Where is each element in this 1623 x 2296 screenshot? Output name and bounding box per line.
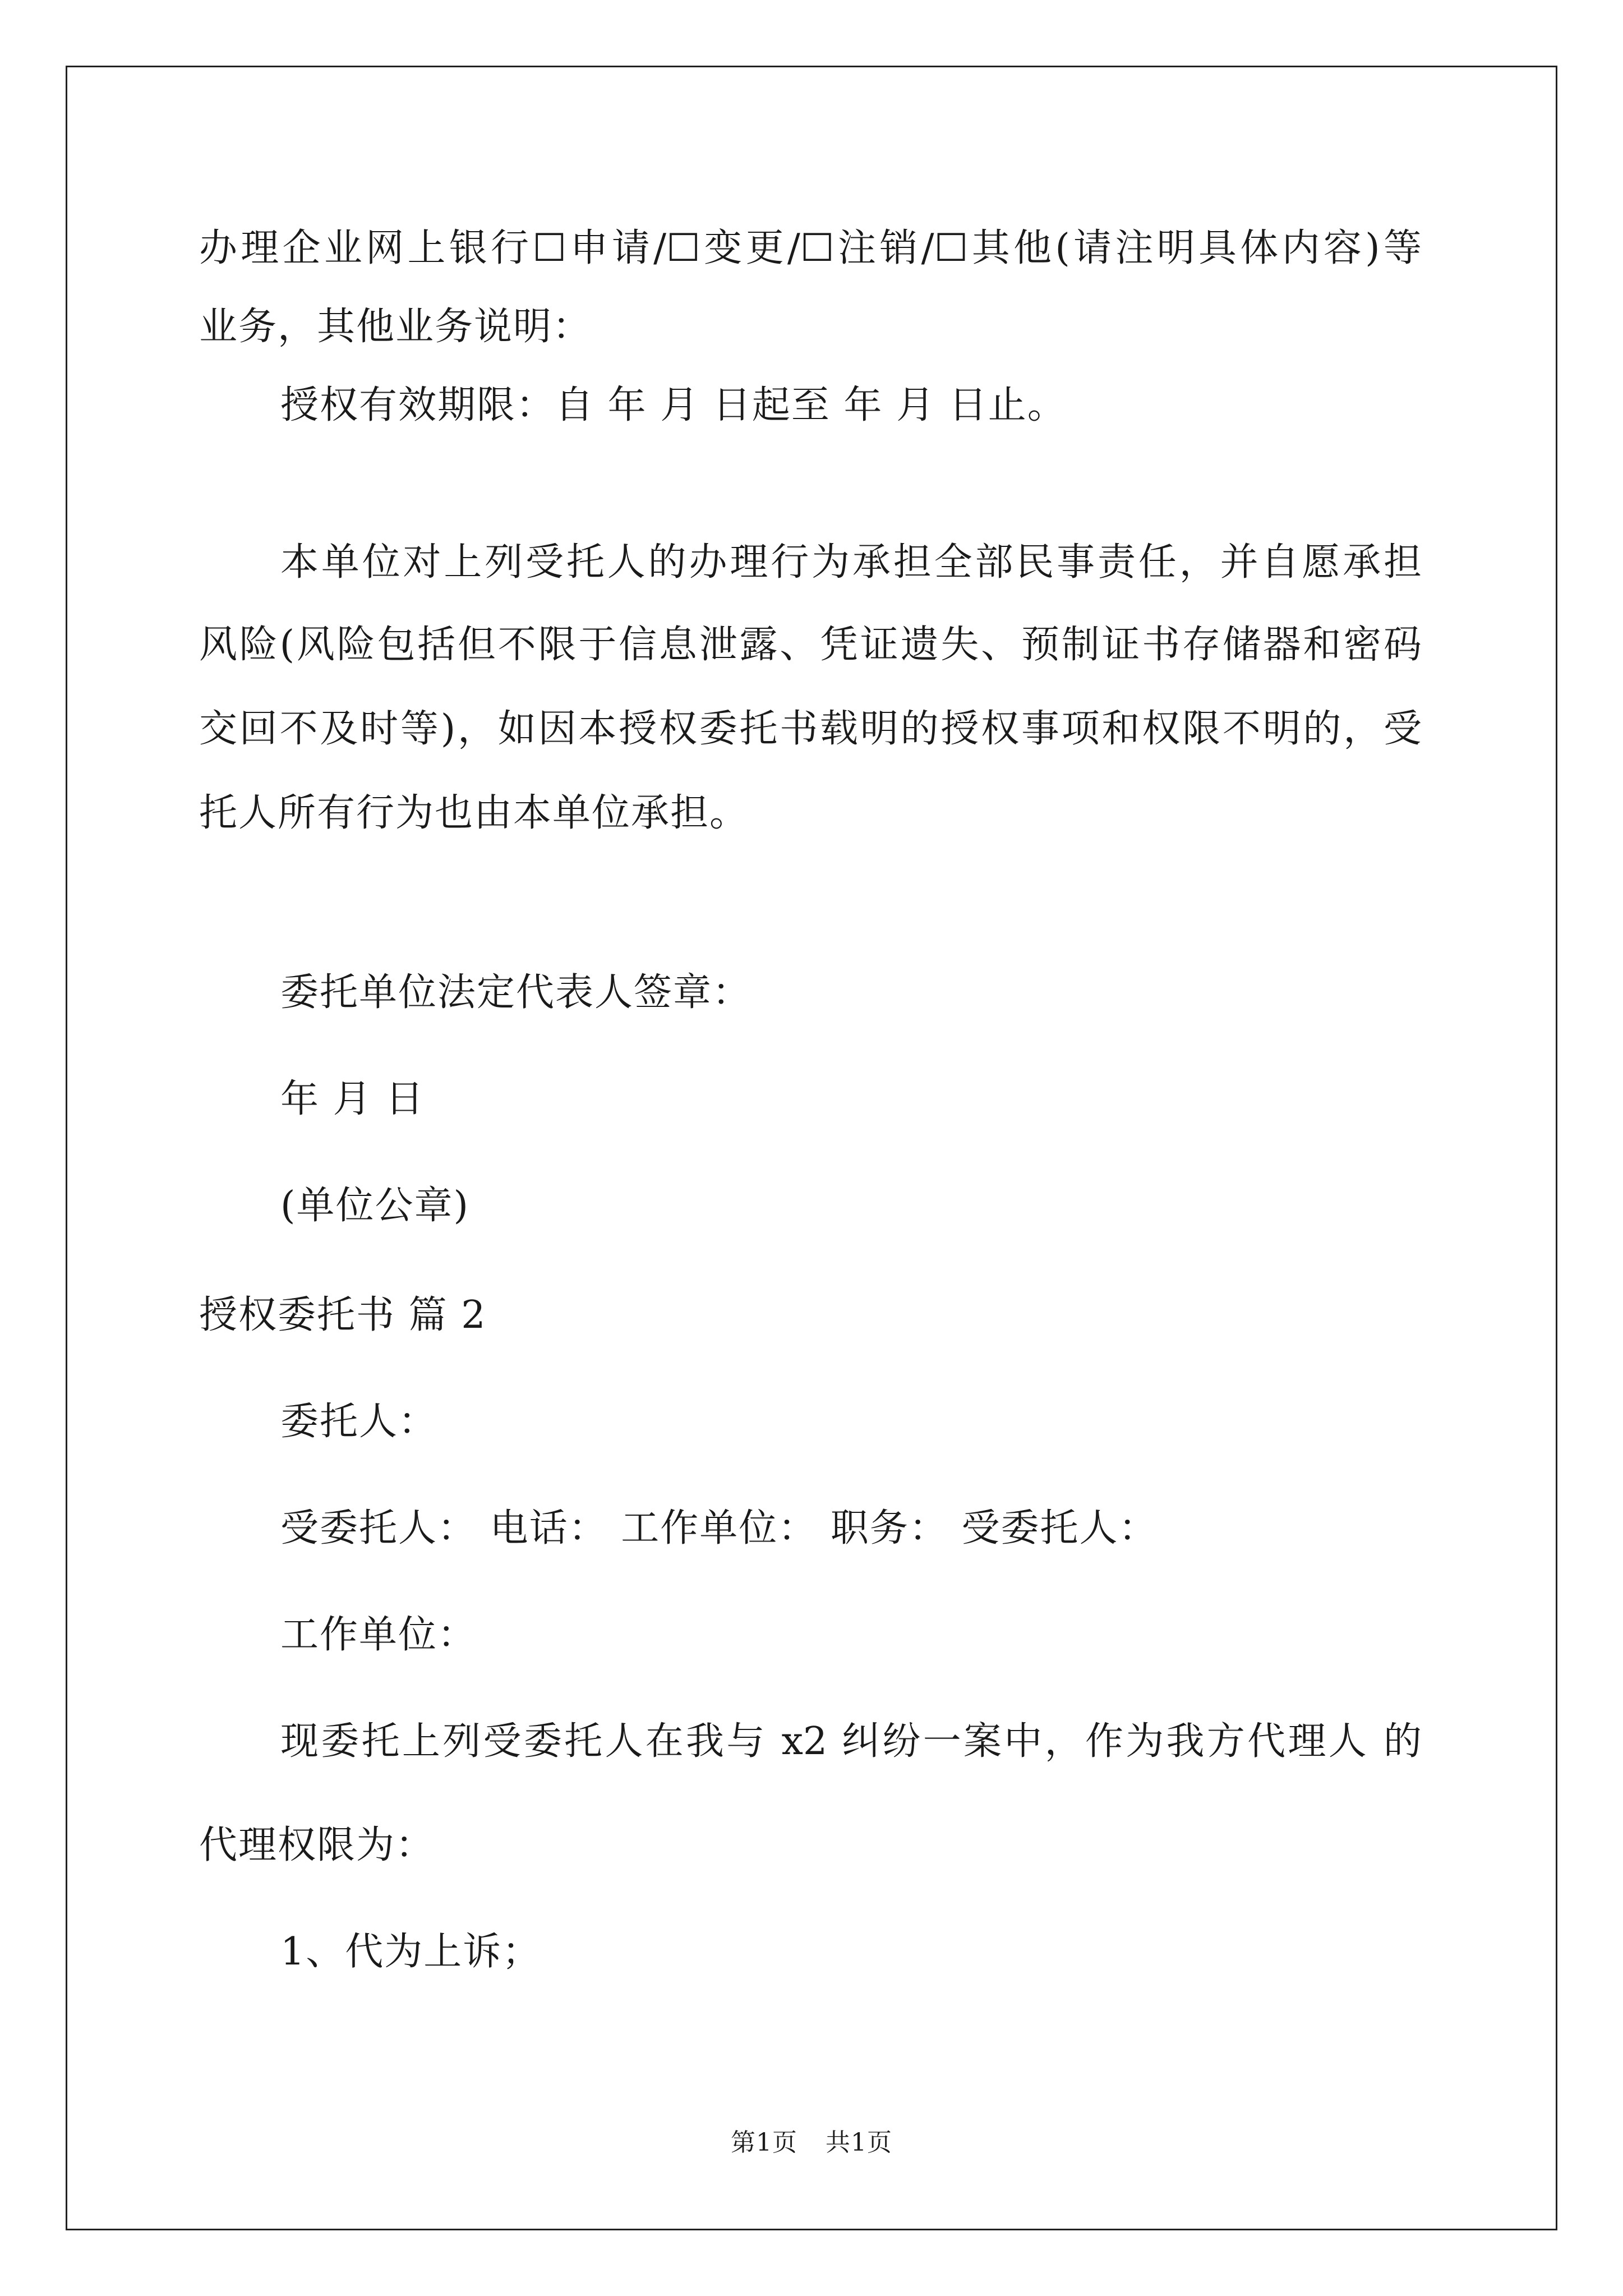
body-line-1: 办理企业网上银行☐申请/☐变更/☐注销/☐其他(请注明具体内容)等 bbox=[199, 226, 1422, 270]
validity-period-line: 授权有效期限：自 年 月 日起至 年 月 日止。 bbox=[280, 383, 1067, 427]
section-heading: 授权委托书 篇 2 bbox=[199, 1293, 487, 1337]
date-line: 年 月 日 bbox=[280, 1077, 425, 1121]
body-line-4: 本单位对上列受托人的办理行为承担全部民事责任，并自愿承担 bbox=[280, 540, 1422, 585]
body-line-5: 风险(风险包括但不限于信息泄露、凭证遗失、预制证书存储器和密码 bbox=[199, 623, 1422, 667]
work-unit-line: 工作单位： bbox=[280, 1613, 477, 1657]
company-seal-line: (单位公章) bbox=[280, 1184, 470, 1228]
body-line-16: 代理权限为： bbox=[199, 1823, 435, 1867]
principal-line: 委托人： bbox=[280, 1400, 438, 1444]
agent-info-line: 受委托人： 电话： 工作单位： 职务： 受委托人： bbox=[280, 1506, 1158, 1550]
page-footer bbox=[0, 2126, 1623, 2160]
body-line-15: 现委托上列受委托人在我与 x2 纠纷一案中，作为我方代理人 的 bbox=[280, 1719, 1422, 1764]
page-number: 第1页 bbox=[731, 2128, 797, 2157]
page-total: 共1页 bbox=[826, 2128, 892, 2157]
body-line-7: 托人所有行为也由本单位承担。 bbox=[199, 791, 749, 835]
list-item-1: 1、代为上诉； bbox=[280, 1930, 542, 1974]
body-line-6: 交回不及时等)，如因本授权委托书载明的授权事项和权限不明的，受 bbox=[199, 707, 1422, 751]
legal-rep-signature-line: 委托单位法定代表人签章： bbox=[280, 970, 752, 1015]
body-line-2: 业务，其他业务说明： bbox=[199, 305, 592, 349]
